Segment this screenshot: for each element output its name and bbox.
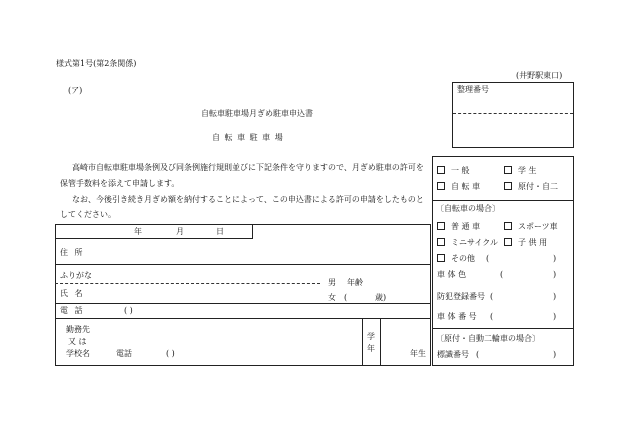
type-sports[interactable]: スポーツ車 [504,222,558,232]
age-label: 年齢 [347,278,363,287]
checkbox-icon [504,182,512,190]
workplace-label-1: 勤務先 [66,325,90,334]
form-number: 様式第1号(第2条関係) [56,59,137,68]
workplace-phone-value[interactable]: ( ) [166,349,175,358]
moped-section-title: 〔原付・自動二輪車の場合〕 [436,334,540,343]
grade-label: 年生 [410,349,426,358]
school-year-label-2: 年 [367,344,375,353]
checkbox-icon [437,182,445,190]
phone-value[interactable]: ( ) [124,306,133,315]
checkbox-icon [504,222,512,230]
address-field[interactable] [100,240,420,262]
age-close: 歳) [375,293,387,302]
checkbox-icon [437,254,445,262]
variant-label: (ア) [68,86,83,95]
intro-line-1: 高崎市自転車駐車場条例及び同条例施行規則並びに下記条件を守りますので、月ぎめ駐車の許可を [72,163,424,172]
workplace-field[interactable] [100,320,355,346]
bicycle-section-title: 〔自転車の場合〕 [436,204,500,213]
date-year: 年 [134,227,142,236]
checkbox-icon [437,166,445,174]
type-mini[interactable]: ミニサイクル [437,238,498,248]
checkbox-icon [504,238,512,246]
category-bicycle[interactable]: 自 転 車 [437,182,480,192]
category-general[interactable]: 一 般 [437,166,470,176]
intro-line-3: なお、今後引き続き月ぎめ額を納付することによって、この申込書による許可の申請をしたものと [72,195,424,204]
location-label: (井野駅東口) [516,71,563,80]
registration-number-divider [453,113,573,114]
category-moped[interactable]: 原付・自二 [504,182,558,192]
plate-label: 標識番号 [437,350,469,359]
name-field[interactable] [100,285,315,301]
checkbox-icon [504,166,512,174]
body-color-label: 車 体 色 [437,270,467,279]
category-student[interactable]: 学 生 [504,166,537,176]
anti-theft-label: 防犯登録番号 [437,292,485,301]
frame-number-label: 車 体 番 号 [437,312,477,321]
age-open: ( [344,293,348,302]
workplace-label-2: 又 は [68,337,87,346]
workplace-phone-label: 電話 [116,349,132,358]
checkbox-icon [437,222,445,230]
type-standard[interactable]: 普 通 車 [437,222,480,232]
type-other[interactable]: その他 [437,254,475,264]
gender-female[interactable]: 女 [328,293,336,302]
gender-male[interactable]: 男 [328,278,336,287]
checkbox-icon [437,238,445,246]
application-form-page: 様式第1号(第2条関係) (井野駅東口) (ア) 整理番号 自転車駐車場月ぎめ駐車申込書 自 転 車 駐 車 場 高崎市自転車駐車場条例及び同条例施行規則並びに下記条件を守りますので、月ぎめ駐車の許可を 保管手数料を添えて申請します。 なお、今後引き続き月ぎめ額を納付することによって、この申込書による許可の申請をしたものと してください。 年 月 日 住 所 ふりがな 氏 名 男 年齢 女 ( 歳) 電 話 ( ) 勤務先 又 は 学校名 電話 ( ) 学 年 年生 一 般 学 生 自 転 車 原付・自二 〔自転車の場合〕 普 通 車 スポーツ車 ミニサイクル 子 供 用 その他 ( ) 車 体 色 ( ) 防犯登録番号 ( ) 車 体 番 号 ( ) 〔原付・自動二輪車の場合〕 標識番号 ( ) [0,0,630,440]
phone-label: 電 話 [60,306,85,315]
intro-line-4: してください。 [60,210,116,219]
form-title: 自転車駐車場月ぎめ駐車申込書 [201,109,313,118]
form-subtitle: 自 転 車 駐 車 場 [212,133,284,142]
intro-line-2: 保管手数料を添えて申請します。 [60,179,180,188]
registration-number-label: 整理番号 [457,85,489,94]
name-label: 氏 名 [60,289,85,298]
workplace-label-3: 学校名 [66,349,90,358]
school-year-label-1: 学 [367,332,375,341]
date-day: 日 [216,227,224,236]
furigana-label: ふりがな [60,271,92,280]
date-month: 月 [176,227,184,236]
address-label: 住 所 [60,248,85,257]
type-child[interactable]: 子 供 用 [504,238,547,248]
